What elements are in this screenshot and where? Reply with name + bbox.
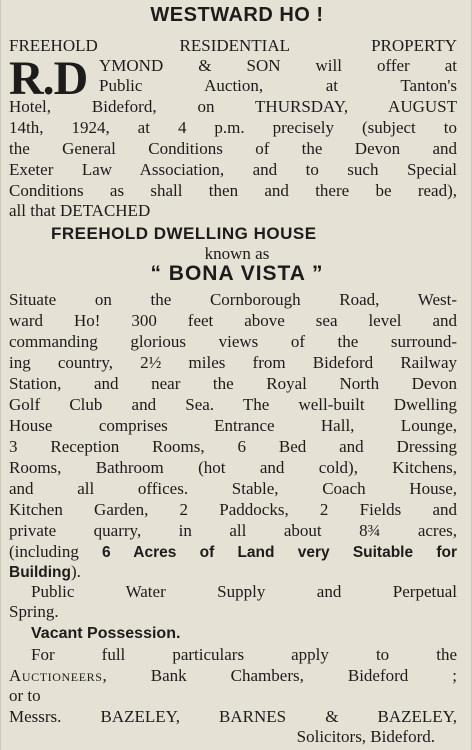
body-line: Kitchen Garden, 2 Paddocks, 2 Fields and <box>9 500 457 519</box>
intro-line: the General Conditions of the Devon and <box>9 139 457 158</box>
intro-line: Hotel, Bideford, on THURSDAY, AUGUST <box>9 97 457 116</box>
body-line: commanding glorious views of the surround- <box>9 332 457 351</box>
subtitle: FREEHOLD RESIDENTIAL PROPERTY <box>9 36 457 55</box>
building-bold-text: Building <box>9 564 71 581</box>
land-prefix: (including <box>9 542 103 561</box>
vacant-possession: Vacant Possession. <box>31 625 181 642</box>
house-name-heading: “ BONA VISTA ” <box>150 262 324 285</box>
solicitors-line: Messrs. BAZELEY, BARNES & BAZELEY, <box>9 707 457 726</box>
intro-line: all that DETACHED <box>9 201 151 220</box>
apply-line: For full particulars apply to the <box>31 645 457 664</box>
intro-line: 14th, 1924, at 4 p.m. precisely (subject to <box>9 118 457 137</box>
land-bold-text: 6 Acres of Land very Suitable for <box>102 544 457 561</box>
apply-line-rest: , Bank Chambers, Bideford ; <box>102 666 457 685</box>
body-line: private quarry, in all about 8¾ acres, <box>9 521 457 540</box>
auctioneers-label: Auctioneers <box>9 666 103 685</box>
solicitors-line: Solicitors, Bideford. <box>296 727 435 746</box>
building-suffix: ). <box>71 562 81 581</box>
page-title: WESTWARD HO ! <box>150 4 324 26</box>
body-line: and all offices. Stable, Coach House, <box>9 479 457 498</box>
intro-line: Exeter Law Association, and to such Special <box>9 160 457 179</box>
intro-line: Public Auction, at Tanton's <box>99 76 457 95</box>
body-line: 3 Reception Rooms, 6 Bed and Dressing <box>9 437 457 456</box>
body-line: House comprises Entrance Hall, Lounge, <box>9 416 457 435</box>
land-line <box>9 542 457 563</box>
building-line <box>9 562 457 583</box>
intro-line: YMOND & SON will offer at <box>99 56 457 75</box>
apply-line: or to <box>9 686 41 705</box>
body-line: ward Ho! 300 feet above sea level and <box>9 311 457 330</box>
known-as-label: known as <box>204 244 270 263</box>
drop-cap: R.D <box>9 52 88 105</box>
body-line: Station, and near the Royal North Devon <box>9 374 457 393</box>
water-line: Public Water Supply and Perpetual <box>31 582 457 601</box>
body-line: Rooms, Bathroom (hot and cold), Kitchens, <box>9 458 457 477</box>
intro-line: Conditions as shall then and there be read), <box>9 181 457 200</box>
body-line: Golf Club and Sea. The well-built Dwelling <box>9 395 457 414</box>
water-line: Spring. <box>9 602 59 621</box>
house-type-heading: FREEHOLD DWELLING HOUSE <box>51 224 317 243</box>
body-line: Situate on the Cornborough Road, West- <box>9 290 457 309</box>
body-line: ing country, 2½ miles from Bideford Railway <box>9 353 457 372</box>
apply-line <box>9 666 457 686</box>
